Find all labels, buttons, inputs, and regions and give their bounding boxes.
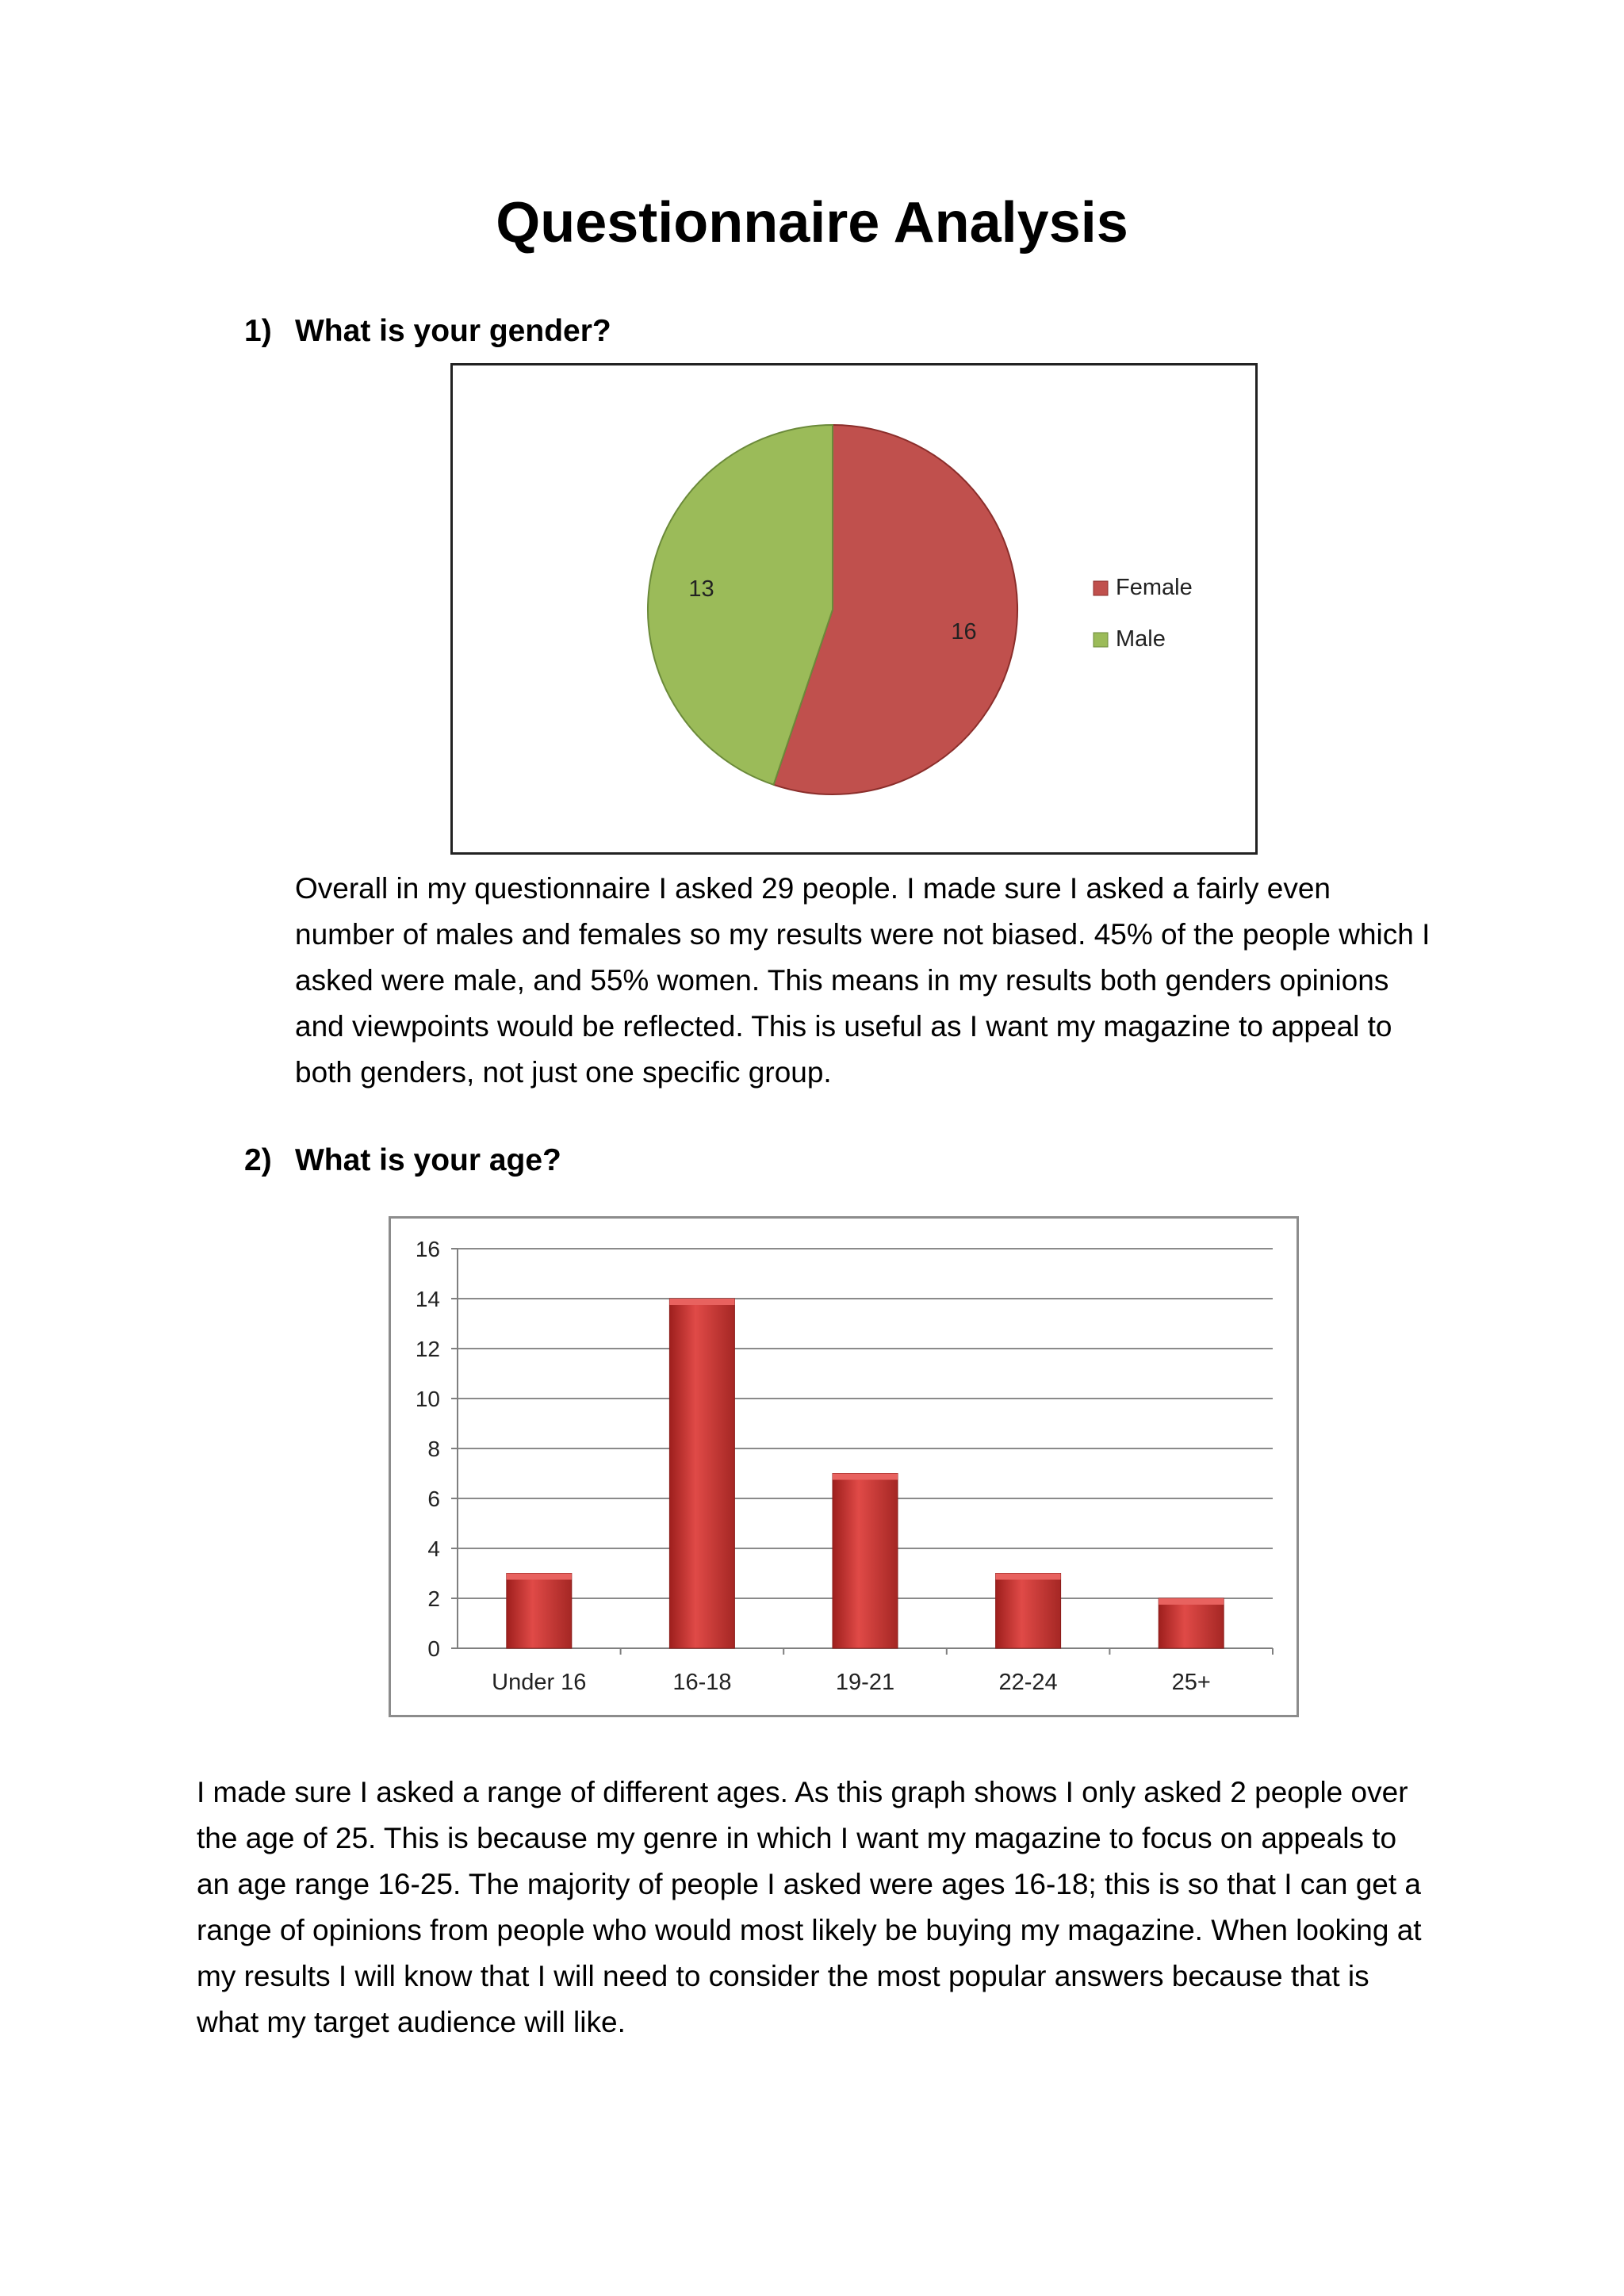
x-tick-label: Under 16 [492, 1670, 587, 1695]
bar-19-21 [833, 1474, 898, 1649]
question-2-paragraph-text: I made sure I asked a range of different ages. As this graph shows I only asked 2 people over the age of 25. This is because my genre in which I want my magazine to focus on appeals to an age range 16-25. The majority of people I asked were ages 16-18; this is so that I can get a range of opinions from people who would most likely be buying my magazine. When looking at my results I will know that I will need to consider the most popular answers because that is what my target audience will like. [197, 1776, 1422, 2038]
y-tick-label: 10 [415, 1387, 440, 1411]
bar-25- [1159, 1598, 1224, 1648]
y-tick-label: 0 [427, 1636, 440, 1661]
question-1-text: What is your gender? [295, 314, 611, 348]
gender-pie-chart [450, 363, 1258, 855]
y-tick-label: 4 [427, 1536, 440, 1561]
question-2-number: 2) [244, 1143, 272, 1177]
bar-cap [669, 1299, 734, 1305]
bar-22-24 [996, 1574, 1061, 1649]
legend-label-male: Male [1116, 626, 1166, 652]
question-2-text: What is your age? [295, 1143, 561, 1177]
x-tick-label: 16-18 [672, 1670, 732, 1695]
x-tick-label: 22-24 [998, 1670, 1058, 1695]
question-1-paragraph-text: Overall in my questionnaire I asked 29 people. I made sure I asked a fairly even number of males and females so my results were not biased. 45% of the people which I asked were male, and 55% women. This means in my results both genders opinions and viewpoints would be reflected. This is useful as I want my magazine to appeal to both genders, not just one specific group. [295, 872, 1431, 1089]
y-tick-label: 12 [415, 1337, 440, 1361]
bar-cap [507, 1574, 572, 1580]
y-tick-label: 14 [415, 1287, 440, 1311]
legend-swatch-male [1094, 633, 1108, 647]
question-1-heading [244, 314, 611, 349]
question-2-heading [244, 1143, 561, 1178]
bar-cap [833, 1474, 898, 1480]
bar-16-18 [669, 1299, 734, 1648]
age-bar-chart [389, 1216, 1299, 1717]
legend-swatch-female [1094, 581, 1108, 595]
y-tick-label: 16 [415, 1237, 440, 1261]
legend-label-female: Female [1116, 575, 1193, 600]
question-1-number: 1) [244, 314, 272, 348]
bar-cap [996, 1574, 1061, 1580]
pie-chart-svg [453, 365, 1260, 857]
bar-cap [1159, 1598, 1224, 1605]
pie-data-label-female: 16 [951, 619, 977, 645]
x-tick-label: 19-21 [835, 1670, 895, 1695]
question-1-paragraph [295, 866, 1437, 1096]
y-tick-label: 6 [427, 1487, 440, 1511]
bar-under-16 [507, 1574, 572, 1649]
pie-data-label-male: 13 [688, 576, 714, 602]
y-tick-label: 8 [427, 1437, 440, 1461]
question-2-paragraph [197, 1770, 1434, 2045]
page-title: Questionnaire Analysis [496, 191, 1128, 254]
y-tick-label: 2 [427, 1586, 440, 1611]
bar-chart-svg [391, 1219, 1301, 1720]
x-tick-label: 25+ [1171, 1670, 1211, 1695]
